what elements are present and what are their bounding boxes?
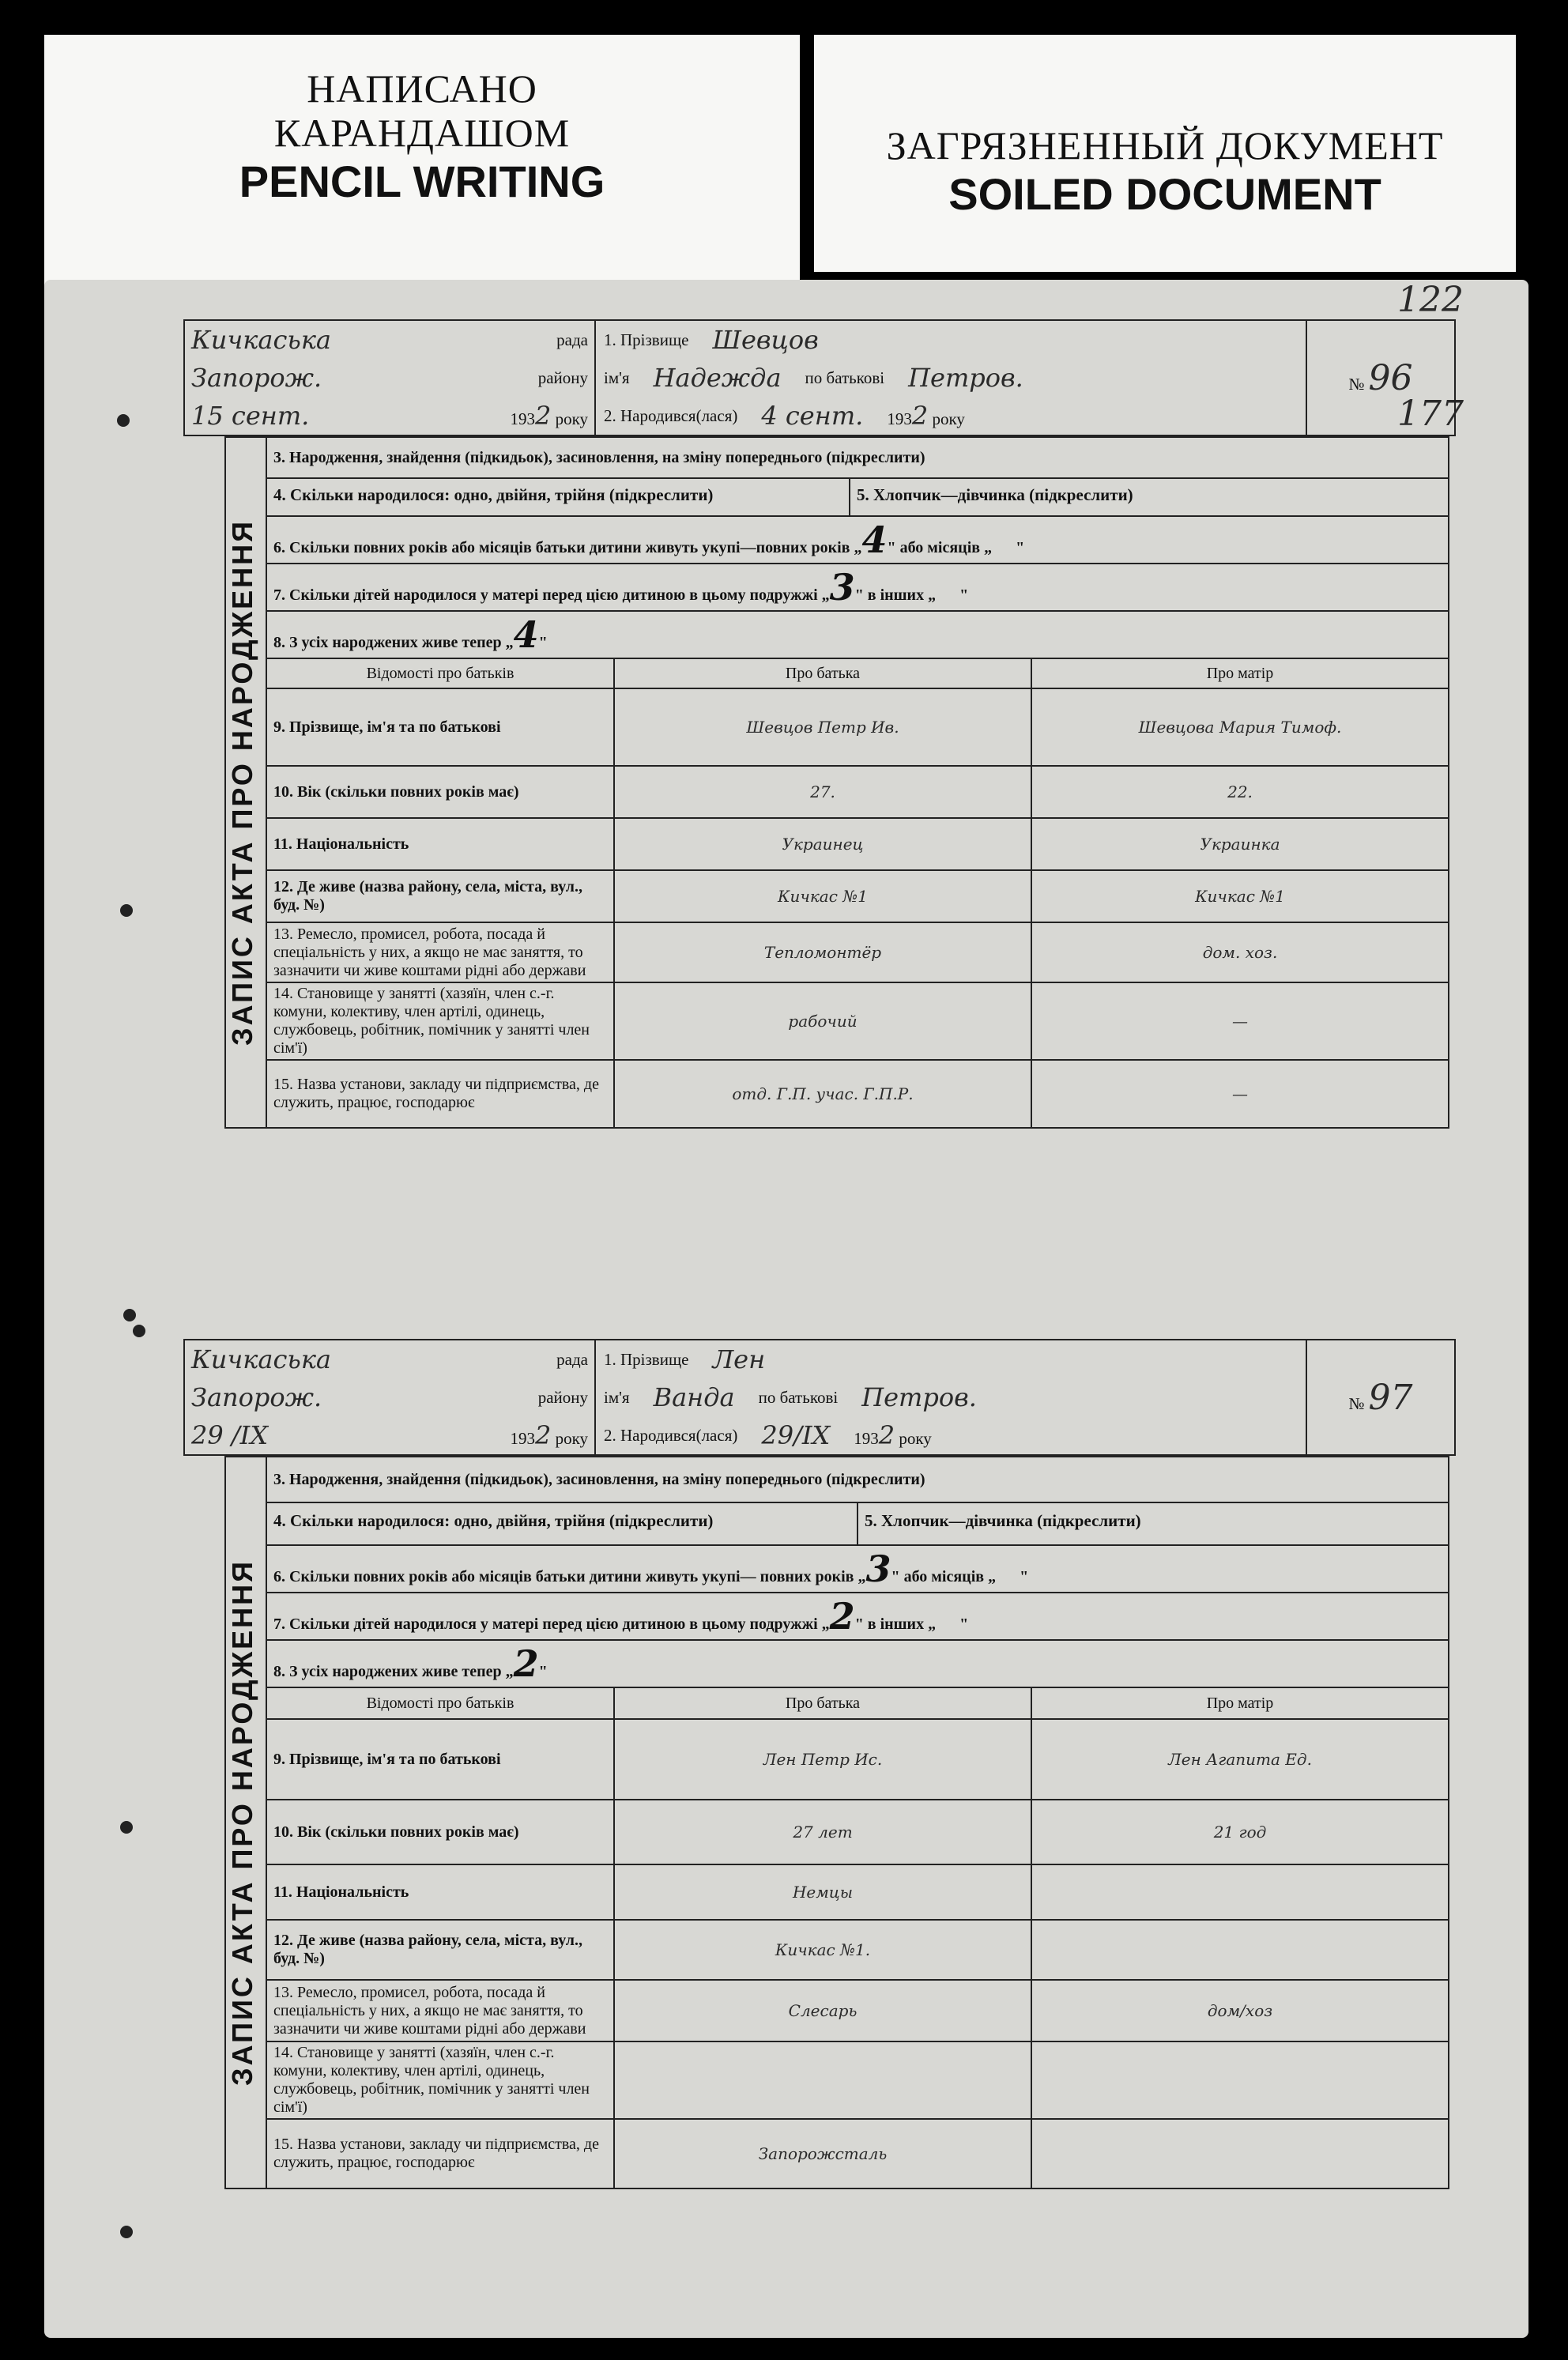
registration-date: 29 /IX <box>191 1420 269 1450</box>
row-7-count: 2 <box>829 1595 855 1638</box>
parent-row-label: 15. Назва установи, закладу чи підприємства, де служить, працює, господарює <box>266 2119 614 2188</box>
born-year-digit: 2 <box>878 1420 895 1450</box>
col-header-info: Відомості про батьків <box>266 1687 614 1719</box>
born-year-label: року <box>932 409 965 428</box>
mother-value: Шевцова Мария Тимоф. <box>1031 688 1449 766</box>
record-header <box>183 1339 1456 1456</box>
mother-value: 21 год <box>1031 1800 1449 1864</box>
row-6-months-label: " або місяців „ <box>887 539 993 556</box>
punch-hole <box>120 2226 133 2238</box>
col-header-mother: Про матір <box>1031 658 1449 688</box>
row-8 <box>266 1640 1449 1687</box>
pencil-label-ru-2: КАРАНДАШОМ <box>273 111 571 155</box>
parent-row-label: 9. Прізвище, ім'я та по батькові <box>266 688 614 766</box>
name-value: Надежда <box>653 363 782 393</box>
row-6-years: 3 <box>865 1548 891 1590</box>
name-label: ім'я <box>604 368 630 387</box>
row-7 <box>266 1593 1449 1640</box>
parent-row-label: 14. Становище у занятті (хазяїн, член с.-г. комуни, колективу, член артілі, одинець, службовець, робітник, помічник у занятті член сім'ї) <box>266 2041 614 2119</box>
parent-row-label: 15. Назва установи, закладу чи підприємства, де служить, працює, господарює <box>266 1060 614 1128</box>
row-5: 5. Хлопчик—дівчинка (підкреслити) <box>865 1511 1141 1530</box>
parent-row-label: 11. Національність <box>266 1864 614 1920</box>
year-prefix: 193 <box>510 409 535 428</box>
record-number-label: № <box>1348 1393 1365 1413</box>
parent-row-label: 10. Вік (скільки повних років має) <box>266 766 614 818</box>
mother-value: Лен Агапита Ед. <box>1031 1719 1449 1800</box>
father-value: Тепломонтёр <box>614 922 1031 982</box>
year-prefix: 193 <box>510 1429 535 1448</box>
row-3: 3. Народження, знайдення (підкидьок), засиновлення, на зміну попереднього (підкреслити) <box>266 1457 1449 1502</box>
mother-value: дом/хоз <box>1031 1980 1449 2041</box>
row-7-count: 3 <box>829 566 855 609</box>
row-8-count: 4 <box>513 613 539 656</box>
record-body <box>224 1456 1449 2189</box>
mother-value <box>1031 1920 1449 1980</box>
rada-value: Кичкаська <box>191 1344 331 1374</box>
father-value: Украинец <box>614 818 1031 870</box>
record-number: 97 <box>1368 1377 1413 1418</box>
row-7-text: 7. Скільки дітей народилося у матері перед цією дитиною в цьому подружжі „ <box>273 1615 830 1633</box>
born-label: 2. Народився(лася) <box>604 405 738 425</box>
row-6-months-label: " або місяців „ <box>891 1568 997 1585</box>
parent-row-label: 11. Національність <box>266 818 614 870</box>
row-8 <box>266 611 1449 658</box>
col-header-info: Відомості про батьків <box>266 658 614 688</box>
punch-hole <box>117 414 130 427</box>
father-value: Немцы <box>614 1864 1031 1920</box>
pencil-label-en: PENCIL WRITING <box>239 156 605 206</box>
row-4: 4. Скільки народилося: одно, двійня, трійня (підкреслити) <box>267 479 850 515</box>
punch-hole <box>120 1821 133 1834</box>
parent-row-label: 9. Прізвище, ім'я та по батькові <box>266 1719 614 1800</box>
year-label: року <box>555 409 588 428</box>
pencil-writing-label <box>44 35 800 296</box>
row-7-text: 7. Скільки дітей народилося у матері перед цією дитиною в цьому подружжі „ <box>273 586 830 604</box>
year-digit: 2 <box>534 1420 552 1450</box>
pencil-label-ru-1: НАПИСАНО <box>307 66 537 111</box>
born-year-label: року <box>899 1429 932 1448</box>
parent-row-label: 14. Становище у занятті (хазяїн, член с.-г. комуни, колективу, член артілі, одинець, службовець, робітник, помічник у занятті член сім'ї) <box>266 982 614 1060</box>
born-value: 4 сент. <box>761 401 864 431</box>
row-8-text: 8. З усіх народжених живе тепер „ <box>273 634 514 651</box>
patronymic-value: Петров. <box>908 363 1023 393</box>
mother-value <box>1031 2119 1449 2188</box>
row-8-close: " <box>538 1663 548 1680</box>
father-value: Кичкас №1. <box>614 1920 1031 1980</box>
row-6 <box>266 516 1449 564</box>
col-header-father: Про батька <box>614 658 1031 688</box>
row-6-close: " <box>1020 1568 1029 1585</box>
row-6-text: 6. Скільки повних років або місяців батьки дитини живуть укупі—повних років „ <box>273 539 862 556</box>
row-4: 4. Скільки народилося: одно, двійня, трійня (підкреслити) <box>267 1503 858 1544</box>
parent-row-label: 13. Ремесло, промисел, робота, посада й спеціальність у них, а якщо не має заняття, то зазначити чи живе коштами рідні або держави <box>266 1980 614 2041</box>
born-value: 29/IX <box>761 1420 831 1450</box>
row-7-close: " <box>959 586 969 604</box>
soiled-label-en: SOILED DOCUMENT <box>948 169 1381 219</box>
row-6-text: 6. Скільки повних років або місяців батьки дитини живуть укупі— повних років „ <box>273 1568 866 1585</box>
father-value: Слесарь <box>614 1980 1031 2041</box>
father-value: отд. Г.П. учас. Г.П.Р. <box>614 1060 1031 1128</box>
father-value: рабочий <box>614 982 1031 1060</box>
registration-date: 15 сент. <box>191 401 310 431</box>
parent-row-label: 12. Де живе (назва району, села, міста, вул., буд. №) <box>266 870 614 922</box>
row-6 <box>266 1545 1449 1593</box>
surname-label: 1. Прізвище <box>604 1349 689 1369</box>
record-number-label: № <box>1348 374 1365 394</box>
col-header-mother: Про матір <box>1031 1687 1449 1719</box>
parent-row-label: 12. Де живе (назва району, села, міста, вул., буд. №) <box>266 1920 614 1980</box>
mother-value <box>1031 1864 1449 1920</box>
record-side-title: ЗАПИС АКТА ПРО НАРОДЖЕННЯ <box>226 519 258 1046</box>
rada-label: рада <box>556 330 588 349</box>
born-year-prefix: 193 <box>887 409 912 428</box>
patronymic-label: по батькові <box>758 1387 839 1407</box>
row-3: 3. Народження, знайдення (підкидьок), засиновлення, на зміну попереднього (підкреслити) <box>266 437 1449 478</box>
record-body <box>224 436 1449 1129</box>
surname-value: Шевцов <box>712 325 819 355</box>
record-number: 96 <box>1368 357 1413 398</box>
record-header <box>183 319 1456 436</box>
mother-value: — <box>1031 982 1449 1060</box>
row-7-other-label: " в інших „ <box>854 586 937 604</box>
surname-value: Лен <box>712 1344 766 1374</box>
father-value: Шевцов Петр Ив. <box>614 688 1031 766</box>
year-label: року <box>555 1429 588 1448</box>
born-year-digit: 2 <box>911 401 929 431</box>
row-6-years: 4 <box>861 518 888 561</box>
punch-hole <box>123 1309 136 1321</box>
patronymic-value: Петров. <box>861 1382 977 1412</box>
mother-value <box>1031 2041 1449 2119</box>
mother-value: Украинка <box>1031 818 1449 870</box>
mother-value: — <box>1031 1060 1449 1128</box>
row-8-count: 2 <box>513 1642 539 1685</box>
name-value: Ванда <box>653 1382 735 1412</box>
mother-value: дом. хоз. <box>1031 922 1449 982</box>
col-header-father: Про батька <box>614 1687 1031 1719</box>
born-year-prefix: 193 <box>854 1429 879 1448</box>
raion-value: Запорож. <box>191 363 322 393</box>
father-value <box>614 2041 1031 2119</box>
row-8-close: " <box>538 634 548 651</box>
soiled-document-label <box>814 35 1516 272</box>
birth-record-2 <box>183 1339 1454 2189</box>
record-side-title: ЗАПИС АКТА ПРО НАРОДЖЕННЯ <box>226 1559 258 2086</box>
raion-label: району <box>537 368 588 387</box>
row-8-text: 8. З усіх народжених живе тепер „ <box>273 1663 514 1680</box>
rada-value: Кичкаська <box>191 325 331 355</box>
year-digit: 2 <box>534 401 552 431</box>
margin-number-second: 177 <box>1397 394 1464 434</box>
surname-label: 1. Прізвище <box>604 330 689 349</box>
soiled-label-ru: ЗАГРЯЗНЕННЫЙ ДОКУМЕНТ <box>886 123 1444 168</box>
raion-label: району <box>537 1387 588 1407</box>
punch-hole <box>133 1325 145 1337</box>
row-6-close: " <box>1016 539 1025 556</box>
rada-label: рада <box>556 1349 588 1369</box>
parent-row-label: 10. Вік (скільки повних років має) <box>266 1800 614 1864</box>
birth-record-1 <box>183 319 1454 1129</box>
father-value: Лен Петр Ис. <box>614 1719 1031 1800</box>
margin-number-top: 122 <box>1397 280 1464 320</box>
row-7-other-label: " в інших „ <box>854 1615 937 1633</box>
father-value: Кичкас №1 <box>614 870 1031 922</box>
born-label: 2. Народився(лася) <box>604 1425 738 1445</box>
name-label: ім'я <box>604 1387 630 1407</box>
mother-value: Кичкас №1 <box>1031 870 1449 922</box>
mother-value: 22. <box>1031 766 1449 818</box>
row-5: 5. Хлопчик—дівчинка (підкреслити) <box>857 485 1133 504</box>
punch-hole <box>120 904 133 917</box>
father-value: 27. <box>614 766 1031 818</box>
patronymic-label: по батькові <box>805 368 885 387</box>
row-7 <box>266 564 1449 611</box>
parent-row-label: 13. Ремесло, промисел, робота, посада й спеціальність у них, а якщо не має заняття, то зазначити чи живе коштами рідні або держави <box>266 922 614 982</box>
raion-value: Запорож. <box>191 1382 322 1412</box>
father-value: Запорожсталь <box>614 2119 1031 2188</box>
row-7-close: " <box>959 1615 969 1633</box>
father-value: 27 лет <box>614 1800 1031 1864</box>
